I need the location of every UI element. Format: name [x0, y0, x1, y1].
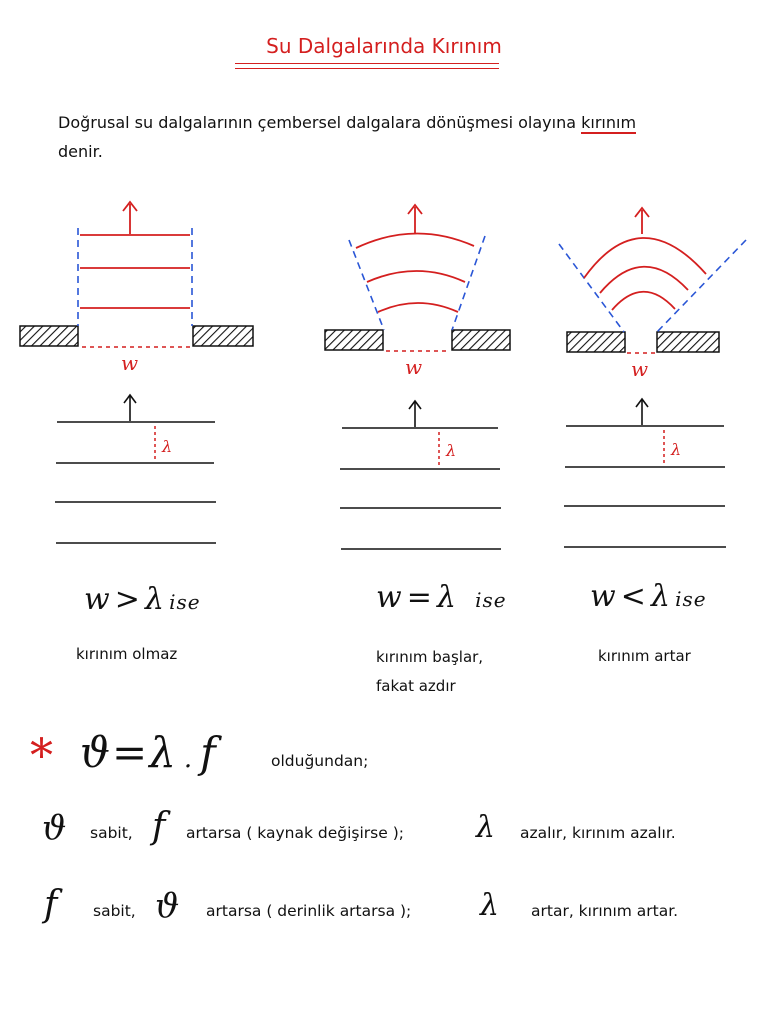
rule-1-text2: artarsa ( kaynak değişirse ); — [186, 824, 404, 842]
barrier-right — [452, 330, 510, 350]
slit-label: w — [121, 351, 139, 375]
rule-2-text1: sabit, — [93, 902, 136, 920]
wavefront-3 — [378, 303, 458, 312]
rule-2-sym1: f — [44, 884, 58, 925]
wavefront-1 — [584, 238, 706, 278]
barrier-right — [193, 326, 253, 346]
rule-2-sym2: ϑ — [155, 886, 180, 926]
slit-label: w — [631, 357, 649, 381]
barrier-right — [657, 332, 719, 352]
diagram-3-narrow-slit — [559, 208, 746, 547]
wavefront-2 — [600, 267, 688, 293]
wavefront-2 — [367, 271, 465, 282]
barrier-left — [20, 326, 78, 346]
formula: ϑ=λ . f — [80, 728, 216, 777]
page-title: Su Dalgalarında Kırınım — [266, 34, 502, 58]
wavefront-3 — [612, 292, 675, 310]
slit-label: w — [405, 355, 423, 379]
title-underline-top — [235, 63, 499, 64]
boundary-left — [349, 240, 384, 330]
intro-text: Doğrusal su dalgalarının çembersel dalgalara dönüşmesi olayına — [58, 113, 582, 132]
diagram-1-wide-slit — [20, 202, 253, 543]
condition-3: w < λ ise — [590, 579, 707, 614]
condition-2: w = λ ise — [376, 580, 507, 615]
wavelength-label: λ — [162, 437, 173, 456]
caption-3: kırınım artar — [598, 647, 691, 665]
boundary-left — [559, 244, 624, 332]
title-underline-bottom — [235, 68, 499, 69]
rule-1-text3: azalır, kırınım azalır. — [520, 824, 676, 842]
wavelength-label: λ — [671, 440, 682, 459]
boundary-right — [452, 236, 485, 330]
intro-keyword: kırınım — [581, 113, 637, 132]
boundary-right — [657, 240, 746, 332]
barrier-left — [567, 332, 625, 352]
rule-1-text1: sabit, — [90, 824, 133, 842]
intro-text-end: denir. — [58, 142, 103, 161]
formula-text: olduğundan; — [271, 752, 369, 770]
rule-2-sym3: λ — [480, 888, 500, 923]
caption-1: kırınım olmaz — [76, 645, 178, 663]
wavelength-label: λ — [446, 441, 457, 460]
caption-2: kırınım başlar, fakat azdır — [376, 648, 484, 695]
diagram-2-equal-slit — [325, 205, 510, 549]
barrier-left — [325, 330, 383, 350]
intro-paragraph — [58, 108, 748, 166]
rule-2-text3: artar, kırınım artar. — [531, 902, 679, 920]
rule-1-sym1: ϑ — [42, 808, 67, 848]
wavefront-1 — [356, 233, 474, 248]
rule-2-text2: artarsa ( derinlik artarsa ); — [206, 902, 412, 920]
formula-star: * — [30, 728, 53, 782]
rule-1-sym2: f — [152, 806, 166, 847]
rule-1-sym3: λ — [476, 810, 496, 845]
condition-1: w > λ ise — [84, 582, 201, 617]
